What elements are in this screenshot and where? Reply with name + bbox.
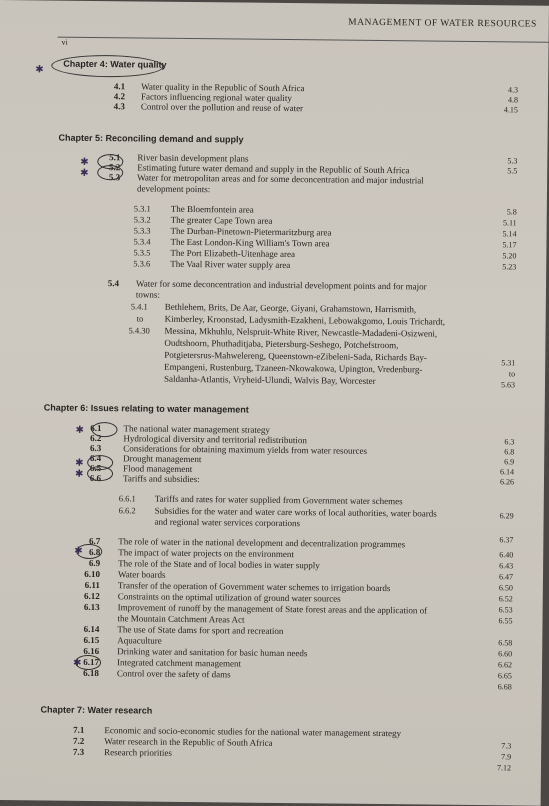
sub-item-title-cont: and regional water services corporations [154,516,301,529]
item-page: 7.3 [501,741,512,751]
item-title: Control over the pollution and reuse of water [140,101,304,114]
item-title: Water quality in the Republic of South Africa [141,81,305,94]
item-number: 7.2 [72,735,85,746]
sub-item-title: The Durban-Pinetown-Pietermaritzburg area [170,225,332,238]
item-page: 6.9 [504,457,515,467]
item-page: 6.26 [499,477,515,487]
item-title: Control over the safety of dams [116,668,231,680]
item-title: Hydrological diversity and territorial redistribution [123,433,307,446]
item-page: 4.15 [503,105,518,115]
item-number: 6.9 [88,557,101,569]
item-title: The impact of water projects on the environment [118,547,294,560]
ink-star-mark: ✱ [75,457,84,469]
town-line: Potgietersrus-Mahwelereng, Queenstown-eZibeleni-Sada, Richards Bay- [164,349,428,363]
range-start: 5.4.1 [130,301,148,312]
running-header [0,0,549,46]
item-number: 5.1 [109,152,121,163]
sub-item-title: The greater Cape Town area [170,214,273,226]
item-number: 4.2 [113,91,126,102]
item-number: 6.7 [89,535,101,547]
sub-item-title: Subsidies for the water and water care works of local authorities, water boards [154,505,437,519]
item-number: 5.4 [107,278,120,289]
item-title-cont: development points: [136,183,211,195]
item-number: 6.4 [89,452,102,464]
item-number: 6.5 [89,462,102,474]
item-number: 6.16 [83,645,100,657]
item-number: 7.3 [72,746,85,757]
item-title: Transfer of the operation of Government water schemes to irrigation boards [117,580,391,594]
sub-item-title: Tariffs and rates for water supplied from Government water schemes [154,493,403,507]
ink-circle [87,466,113,481]
sub-item-number: 5.3.5 [133,247,151,258]
item-page: 4.8 [507,95,519,105]
sub-item-number: 5.3.6 [133,258,151,269]
town-page-to: to [508,369,516,379]
sub-item-title: The Bloemfontein area [170,203,254,215]
item-page: 6.60 [498,649,513,659]
item-title: The national water management strategy [123,423,271,435]
item-title: Considerations for obtaining maximum yields from water resources [123,443,368,456]
sub-item-number: 6.6.2 [118,505,136,516]
town-line: Saldanha-Atlantis, Vryheid-Ulundi, Walvis Bay, Worcester [163,373,376,386]
header-title: MANAGEMENT OF WATER RESOURCES [348,17,537,30]
town-page-end: 5.63 [500,380,516,390]
town-line: Messina, Mkhuhlu, Nelspruit-White River, Newcastle-Madadeni-Osizweni, [164,325,438,339]
item-page: 5.3 [507,156,518,166]
sub-item-page: 6.29 [499,511,514,521]
item-title: Factors influencing regional water quality [140,91,292,104]
item-page: 7.12 [496,763,512,773]
item-title: Water for some deconcentration and industrial development points and for major [135,278,427,292]
item-page: 6.3 [504,437,515,447]
item-number: 6.13 [83,601,100,613]
sub-item-page: 5.17 [502,240,517,250]
item-title: Flood management [123,463,193,475]
item-page: 6.14 [500,467,515,477]
item-number: 6.1 [90,422,102,434]
item-title-cont: the Mountain Catchment Areas Act [117,613,245,625]
item-page: 6.62 [498,660,513,670]
town-line: Oudtshoorn, Phuthaditjaba, Pietersburg-Seshego, Potchefstroom, [164,337,399,351]
item-number: 6.17 [83,656,100,668]
item-page: 6.43 [499,561,514,571]
item-number: 4.3 [113,101,125,112]
item-page: 4.3 [508,85,519,95]
ink-circle [91,422,117,437]
chapter-4-heading: Chapter 4: Water quality [63,58,167,70]
ink-star-mark: ✱ [74,468,84,480]
item-title: Improvement of runoff by the management of State forest areas and the application of [117,602,428,616]
town-line: Bethlehem, Brits, De Aar, George, Giyani, Grahamstown, Harrismith, [164,301,417,315]
item-number: 6.12 [83,590,100,602]
ink-star-mark: ✱ [74,545,83,557]
range-to: to [136,313,144,324]
item-number: 6.8 [88,546,101,558]
item-number: 7.1 [73,724,85,735]
item-title: The use of State dams for sport and recreation [117,624,284,637]
item-page: 6.40 [499,550,514,560]
sub-item-number: 6.6.1 [118,493,136,504]
town-line: Empangeni, Rustenburg, Tzaneen-Nkowakowa, Upington, Vredenburg- [164,361,423,375]
sub-item-page: 5.8 [506,207,517,217]
sub-item-number: 5.3.2 [133,214,151,225]
chapter-6-heading: Chapter 6: Issues relating to water management [43,402,249,415]
header-rule [58,37,549,43]
item-number: 5.3 [108,172,121,183]
sub-item-page: 5.20 [502,251,517,261]
chapter-5-heading: Chapter 5: Reconciling demand and supply [58,132,244,145]
ink-circle [97,165,123,180]
sub-item-page: 6.37 [499,535,514,545]
item-page: 6.50 [498,583,513,593]
item-title: Integrated catchment management [117,657,242,669]
ink-star-mark: ✱ [73,657,82,669]
sub-item-page: 5.23 [502,262,517,272]
item-title: Drinking water and sanitation for basic human needs [117,646,308,659]
item-number: 6.11 [84,579,100,591]
sub-item-title: The Port Elizabeth-Uitenhage area [170,247,296,260]
ink-star-mark: ✱ [80,156,89,168]
item-title-cont: towns: [135,289,160,300]
town-page-start: 5.31 [501,358,516,368]
item-page: 6.47 [498,572,514,582]
item-page: 6.58 [498,638,513,648]
sub-item-title: The Vaal River water supply area [170,258,291,271]
item-title: River basin development plans [137,152,249,164]
item-number: 6.18 [83,667,100,679]
item-title: Aquaculture [117,635,162,646]
item-title: Constraints on the optimal utilization of ground water sources [117,591,341,604]
town-line: Kimberley, Kroonstad, Ladysmith-Ezakheni, Lebowakgomo, Louis Trichardt, [164,313,446,327]
sub-item-page: 5.11 [502,218,517,228]
item-title: Water for metropolitan areas and for some deconcentration and major industrial [137,172,424,186]
item-page: 6.65 [497,671,512,681]
sub-item-number: 5.3.3 [133,225,151,236]
ink-circle [76,544,102,559]
item-page: 6.55 [498,616,513,626]
item-title: The role of water in the national development and decentralization programmes [118,536,406,550]
item-page: 6.52 [498,594,513,604]
item-title: Economic and socio-economic studies for the national water management strategy [104,725,402,739]
ink-star-mark: ✱ [80,167,89,179]
page-number: vi [61,37,68,47]
item-number: 6.15 [83,634,100,646]
item-page: 6.8 [504,447,515,457]
item-number: 4.1 [113,81,126,92]
item-title: Water boards [117,569,166,580]
item-title: Water research in the Republic of South Africa [104,736,273,748]
ink-circle [75,655,101,670]
sub-item-title: The East London-King William's Town area [170,236,330,249]
item-number: 6.3 [90,442,102,454]
item-title: Research priorities [104,747,172,758]
range-end: 5.4.30 [128,325,150,336]
sub-item-page: 5.14 [502,229,517,239]
item-title: The role of the State and of local bodies in water supply [118,558,320,571]
sub-item-number: 5.3.1 [133,203,151,214]
item-number: 6.6 [89,472,102,484]
item-page: 6.53 [498,605,513,615]
item-title: Drought management [123,453,202,465]
item-title: Estimating future water demand and supply in the Republic of South Africa [137,162,410,176]
item-page: 6.68 [497,682,512,692]
item-number: 5.2 [108,162,121,173]
sub-item-number: 5.3.4 [133,236,151,247]
ink-star-mark: ✱ [35,64,44,76]
item-number: 6.14 [83,623,100,635]
item-title: Tariffs and subsidies: [122,473,200,485]
item-number: 6.2 [90,432,102,444]
item-number: 6.10 [84,568,101,580]
item-page: 5.5 [507,166,518,176]
ink-star-mark: ✱ [75,424,84,436]
item-page: 7.9 [501,752,512,762]
chapter-7-heading: Chapter 7: Water research [40,704,153,716]
